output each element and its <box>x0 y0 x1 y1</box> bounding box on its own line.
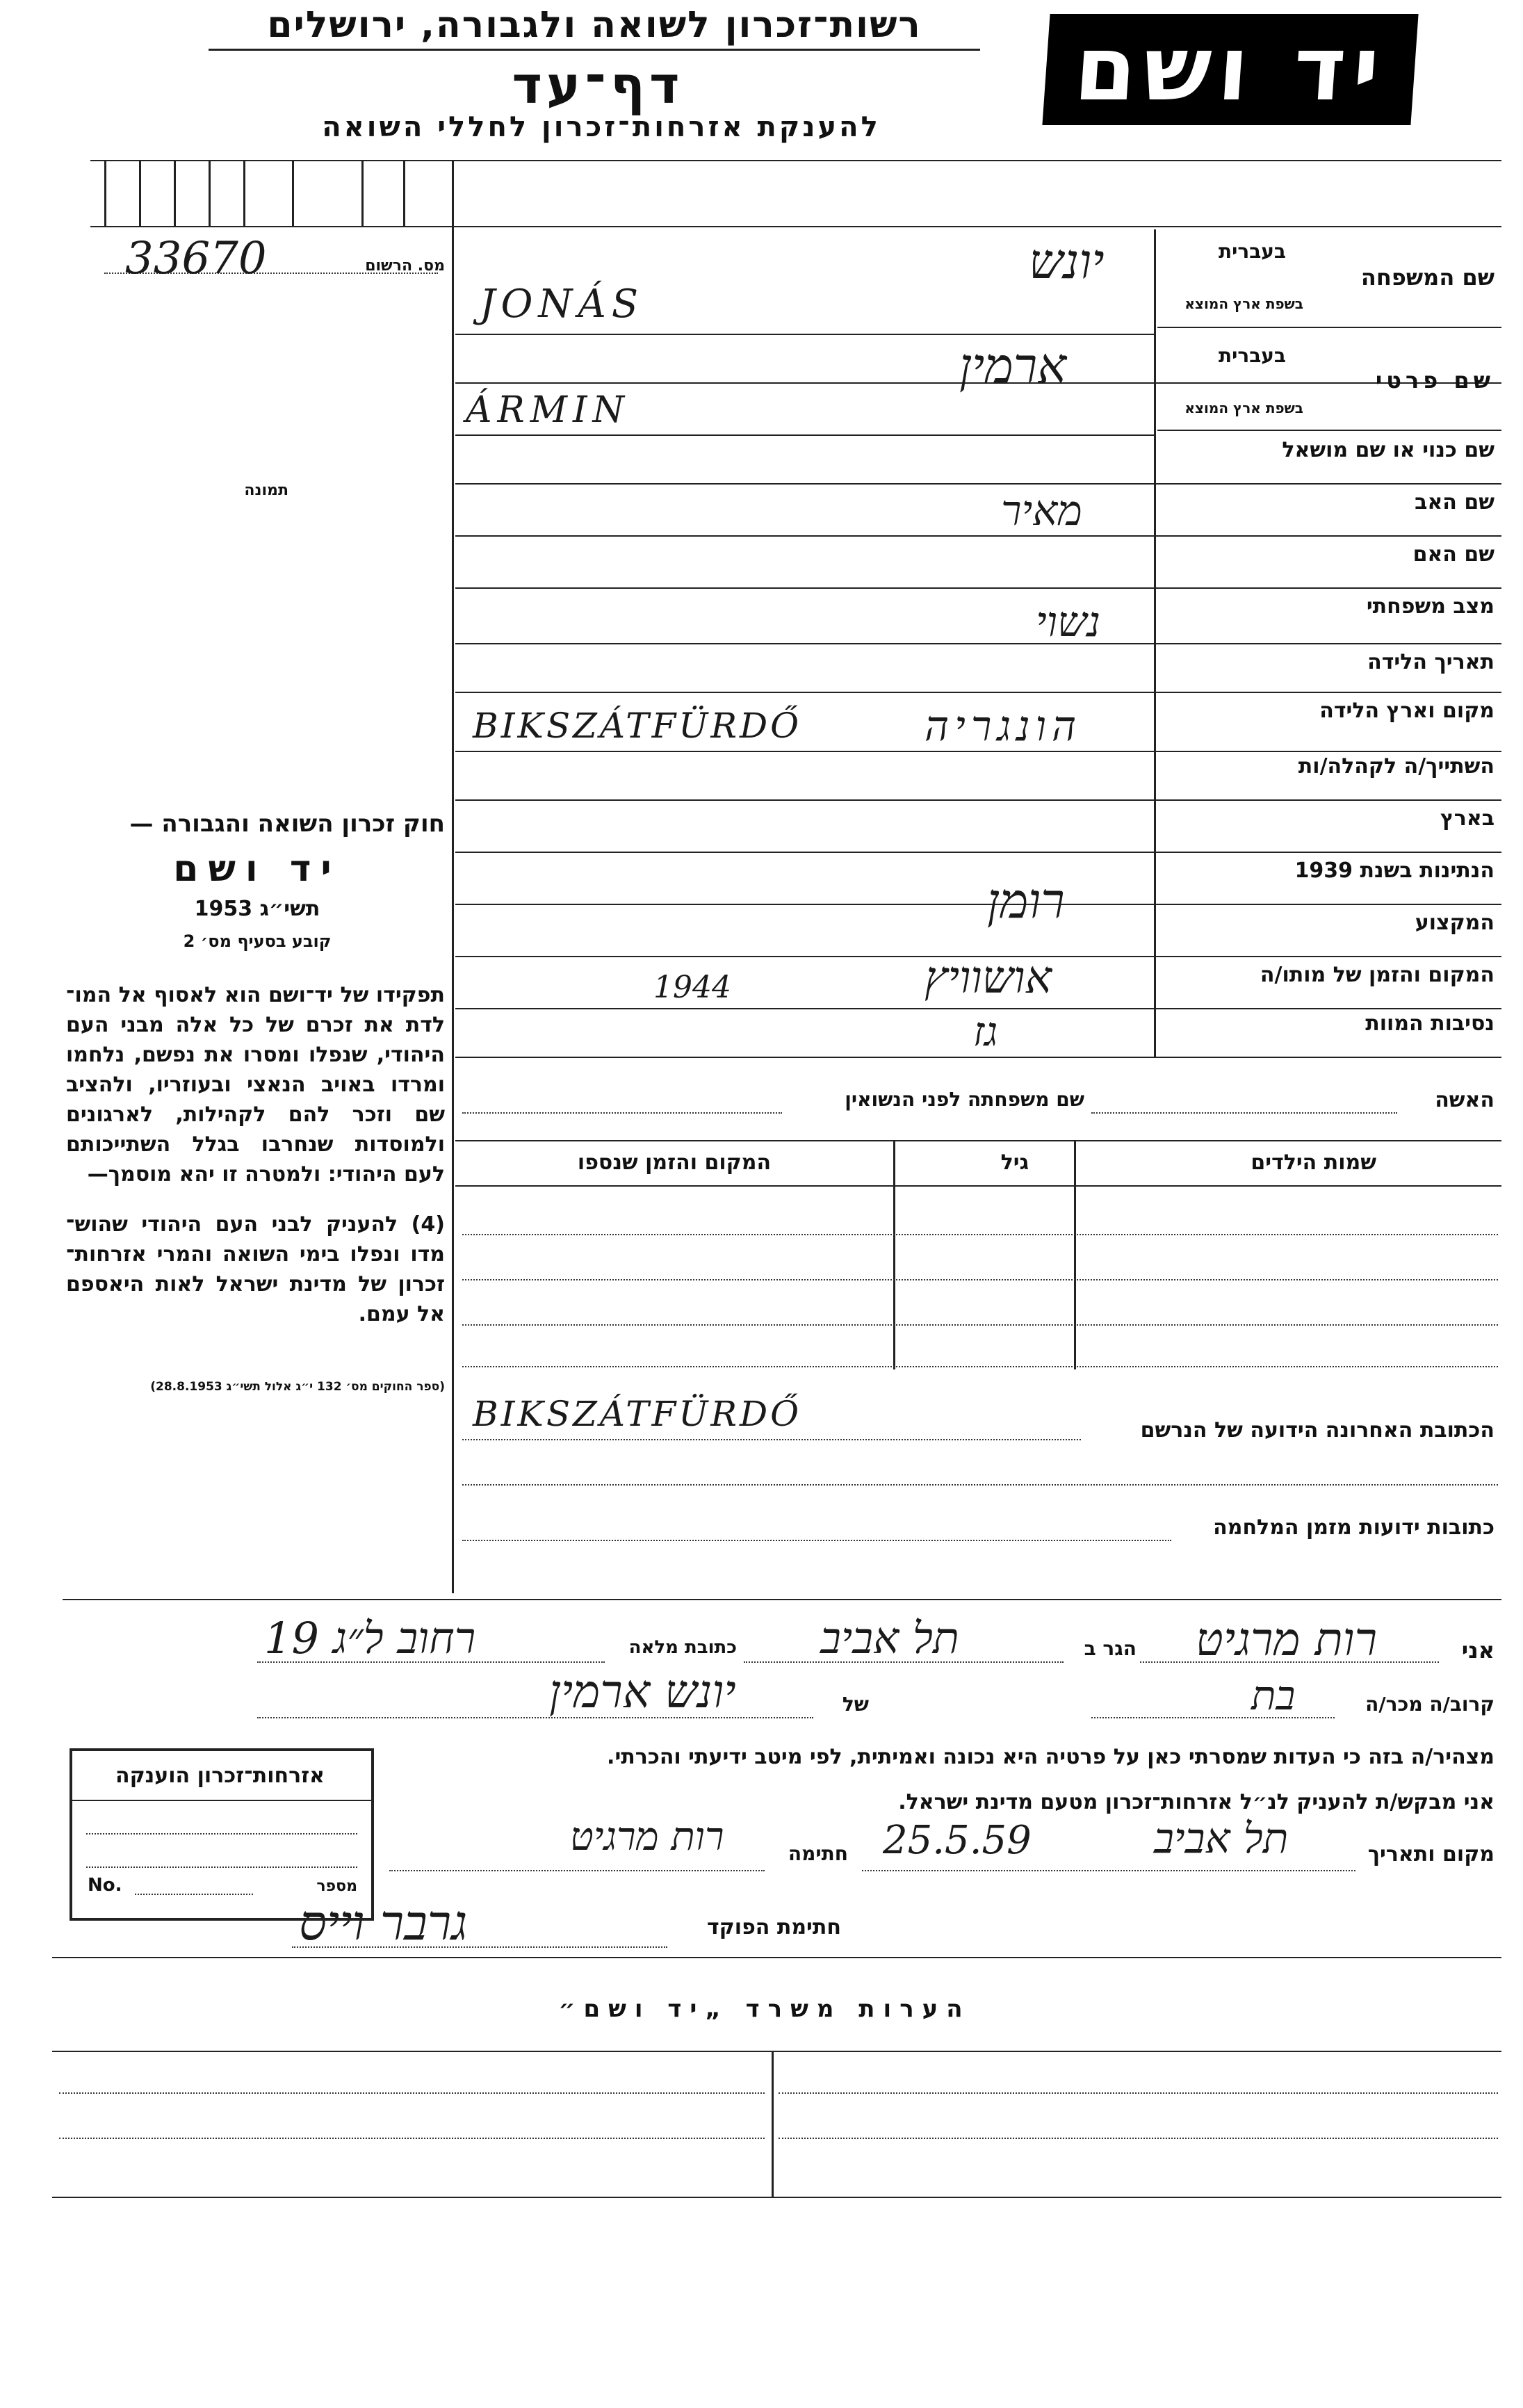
citizenship-label: הנתינות בשנת 1939 <box>1294 859 1495 883</box>
officer-signature: גרבר וייס <box>299 1894 468 1951</box>
law-name: יד ושם <box>173 848 341 890</box>
office-notes-title: הערות משרד „יד ושם״ <box>558 1995 971 2023</box>
relation-value: בת <box>1251 1672 1296 1719</box>
country-label: בארץ <box>1440 806 1495 831</box>
form-title: דף־עד <box>512 56 684 115</box>
signature-value: רות מרגיט <box>570 1814 724 1860</box>
maiden-name-label: שם משפחתה לפני הנשואין <box>845 1088 1084 1111</box>
full-address-line <box>257 1661 605 1663</box>
place-date-label: מקום ותאריך <box>1367 1842 1495 1866</box>
resides-value: תל אביב <box>820 1613 959 1663</box>
declaration-statement-2: אני מבקש/ת להעניק לנ״ל אזרחות־זכרון מטעם מדינת ישראל. <box>898 1790 1495 1814</box>
death-place-label: המקום והזמן של מותו/ה <box>1260 963 1495 987</box>
footer-center-divider <box>772 2051 774 2197</box>
citizenship-box-title: אזרחות־זכרון הוענקה <box>115 1764 325 1788</box>
declarant-line <box>1140 1661 1439 1663</box>
children-place-header: המקום והזמן שנספו <box>577 1150 772 1175</box>
law-citation: (ספר החוקים מס׳ 132 י״ג אלול תשי״ג 28.8.1953) <box>150 1380 445 1394</box>
footer-top-rule <box>52 1957 1501 1958</box>
profession-label: המקצוע <box>1415 911 1495 935</box>
law-text-1: תפקידו של יד־ושם הוא לאסוף אל המו־ לדת את זכרם של כל אלה מבני העם היהודי, שנפלו ומסרו את נפשם, נלחמו ומרדו באויב הנאצי ובעוזריו, ולהציב שם וזכר להם לקהילות, לארגונים ולמוסדות שנחרבו בגלל השתייכותם לעם היהודי: ולמטרה זו יהא מוסמך— <box>66 983 445 1187</box>
declaration-top-rule <box>63 1599 1501 1600</box>
birth-place-hebrew-value: הונגריה <box>925 702 1082 751</box>
family-name-label: שם המשפחה <box>1360 264 1495 291</box>
children-names-header: שמות הילדים <box>1251 1150 1376 1175</box>
authority-underline <box>209 49 980 51</box>
war-addresses-line <box>462 1540 1171 1541</box>
last-address-line-2 <box>462 1484 1498 1486</box>
left-divider <box>452 161 454 1593</box>
law-title: חוק זכרון השואה והגבורה — <box>129 810 445 838</box>
form-subtitle: להענקת אזרחות־זכרון לחללי השואה <box>322 111 881 143</box>
place-value: תל אביב <box>1154 1814 1289 1863</box>
citizenship-box-line-1 <box>86 1833 357 1835</box>
resides-label: הגר ב <box>1084 1637 1137 1660</box>
community-label: השתייך/ה לקהלה/ות <box>1298 754 1495 779</box>
date-value: 25.5.59 <box>883 1818 1032 1863</box>
footer-bottom-rule <box>52 2197 1501 2198</box>
of-line <box>257 1717 813 1718</box>
children-age-header: גיל <box>1000 1150 1029 1175</box>
citizenship-box-number-line <box>135 1894 253 1895</box>
children-col-divider-1 <box>1074 1140 1076 1369</box>
children-col-divider-2 <box>893 1140 895 1369</box>
wife-line <box>1091 1112 1397 1114</box>
resides-line <box>744 1661 1064 1663</box>
declaration-i-label: אני <box>1461 1637 1495 1663</box>
declarant-name: רות מרגיט <box>1196 1613 1378 1666</box>
birth-place-origin-value: BIKSZÁTFÜRDŐ <box>473 706 802 746</box>
children-table-header-bottom <box>455 1185 1501 1187</box>
last-address-label: הכתובת האחרונה הידועה של הנרשם <box>1140 1418 1495 1442</box>
death-place-value: אושוויץ <box>925 952 1052 1004</box>
family-name-hebrew-sublabel: בעברית <box>1218 240 1286 263</box>
marital-label: מצב משפחתי <box>1366 594 1495 619</box>
last-address-value: BIKSZÁTFÜRDŐ <box>473 1394 802 1434</box>
relation-line <box>1091 1717 1335 1718</box>
registration-number: 33670 <box>125 233 267 284</box>
death-cause-value: גז <box>973 1008 998 1055</box>
of-label: של <box>842 1693 869 1716</box>
photo-label: תמונה <box>244 482 288 499</box>
first-name-origin-sublabel: בשפת ארץ המוצא <box>1184 400 1303 416</box>
father-label: שם האב <box>1415 490 1495 514</box>
citizenship-granted-box <box>70 1748 374 1921</box>
father-value: מאיר <box>1001 487 1082 535</box>
signature-label: חתימה <box>788 1842 848 1865</box>
family-name-origin-sublabel: בשפת ארץ המוצא <box>1184 295 1303 312</box>
full-address-label: כתובת מלאה <box>628 1637 737 1658</box>
footer-rule-2 <box>52 2051 1501 2052</box>
registration-label: מס. הרשום <box>365 257 445 275</box>
family-name-origin-value: JONÁS <box>480 282 644 327</box>
authority-line: רשות־זכרון לשואה ולגבורה, ירושלים <box>267 4 922 46</box>
marital-value: נשוי <box>1036 598 1101 646</box>
yad-vashem-logo <box>1042 14 1418 125</box>
first-name-hebrew-sublabel: בעברית <box>1218 344 1286 367</box>
maiden-name-line <box>462 1112 782 1114</box>
war-addresses-label: כתובות ידועות מזמן המלחמה <box>1213 1515 1495 1540</box>
law-section: קובע בסעיף מס׳ 2 <box>183 932 332 951</box>
law-text-2: (4) להעניק לבני העם היהודי שהוש־ מדו ונפלו בימי השואה והמרי אזרחות־ זכרון של מדינת ישראל לאות היאספם אל עמם. <box>66 1212 445 1326</box>
logo-text: יד ושם <box>1071 17 1390 121</box>
top-rule-2 <box>90 226 1501 227</box>
profession-value: רומן <box>987 872 1065 929</box>
signature-line <box>389 1870 765 1871</box>
nickname-label: שם כנוי או שם מושאל <box>1282 438 1495 462</box>
of-value: יונש ארמין <box>549 1665 736 1718</box>
citizenship-box-number-en: No. <box>88 1875 122 1896</box>
first-name-label: שם פרטי <box>1375 367 1495 393</box>
citizenship-box-number-label: מספר <box>316 1878 357 1895</box>
death-cause-label: נסיבות המוות <box>1365 1011 1495 1036</box>
place-date-line <box>862 1870 1355 1871</box>
first-name-origin-value: ÁRMIN <box>466 389 630 431</box>
children-table-top <box>455 1140 1501 1141</box>
law-year: תשי״ג 1953 <box>194 897 320 921</box>
citizenship-box-line-2 <box>86 1866 357 1868</box>
top-rule <box>90 160 1501 161</box>
citizenship-box-title-rule <box>72 1800 371 1801</box>
birth-place-label: מקום וארץ הלידה <box>1319 699 1495 723</box>
death-year-value: 1944 <box>653 970 731 1005</box>
birth-date-label: תאריך הלידה <box>1367 650 1495 674</box>
officer-signature-label: חתימת הפוקד <box>707 1915 841 1939</box>
relation-label: קרוב/ה מכר/ה <box>1365 1693 1495 1716</box>
family-name-hebrew-value: יונש <box>1029 233 1105 290</box>
first-name-hebrew-value: ארמין <box>959 337 1067 394</box>
mother-label: שם האם <box>1412 542 1495 567</box>
officer-signature-line <box>292 1946 667 1948</box>
last-address-line <box>462 1439 1081 1440</box>
declaration-statement-1: מצהיר/ה בזה כי העדות שמסרתי כאן על פרטיה היא נכונה ואמיתית, לפי מיטב ידיעתי והכרתי. <box>607 1745 1495 1769</box>
wife-label: האשה <box>1435 1088 1495 1112</box>
full-address-value: רחוב ל״ג 19 <box>264 1613 476 1663</box>
